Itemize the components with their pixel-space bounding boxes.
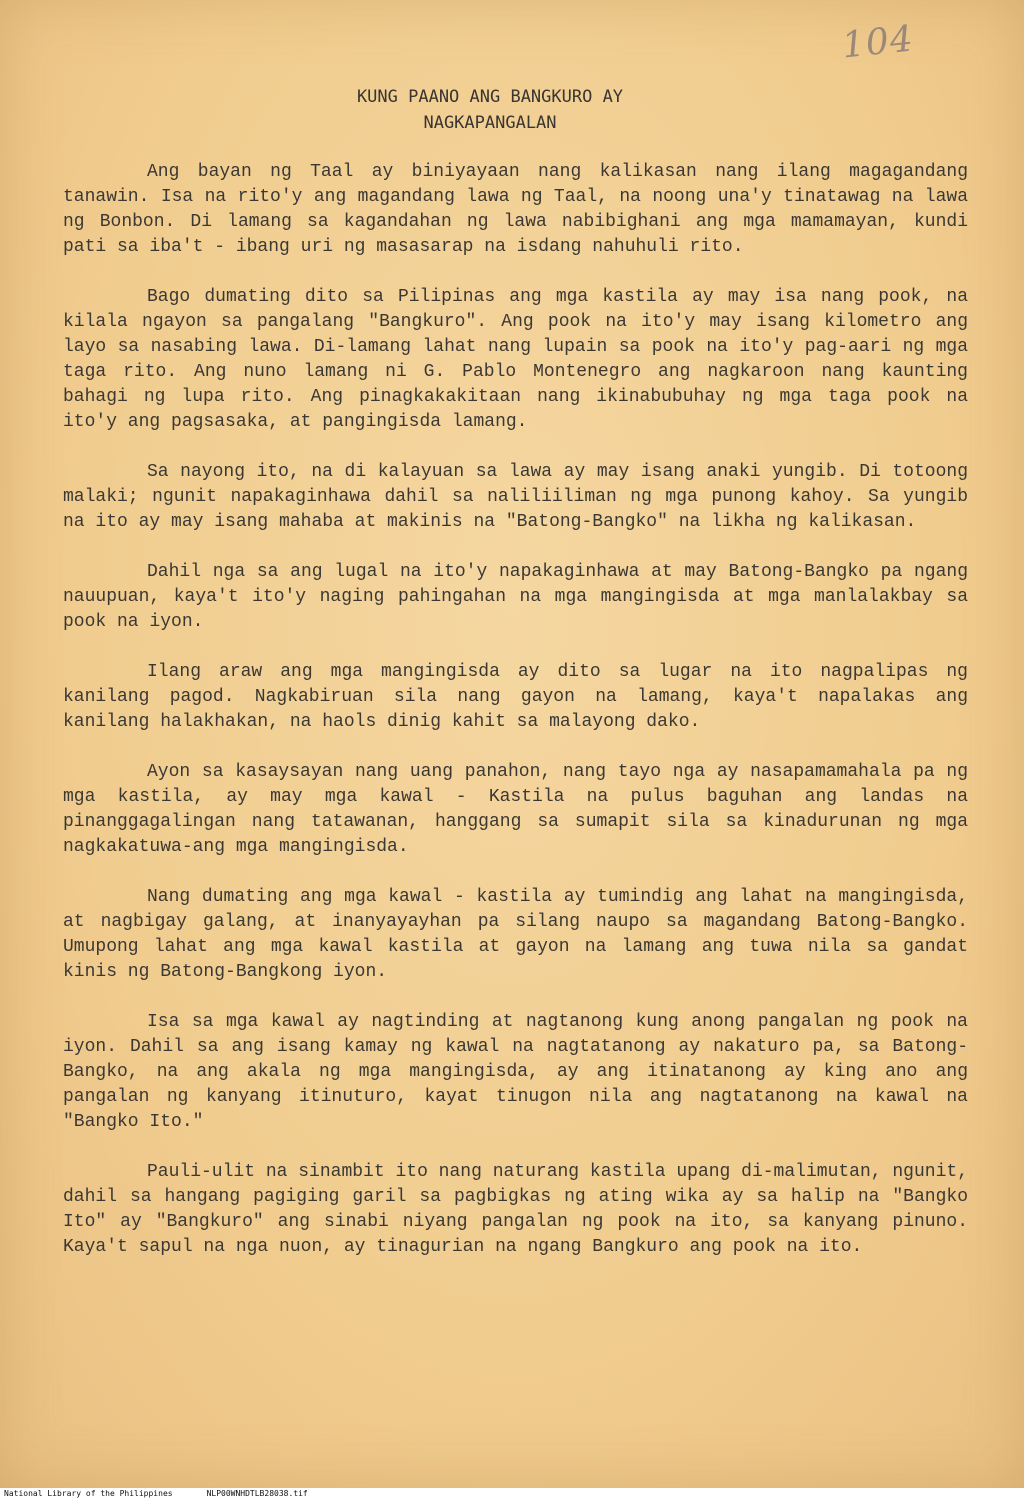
paragraph-6: Ayon sa kasaysayan nang uang panahon, nang tayo nga ay nasapamamahala pa ng mga kastila, ay may mga kawal - Kastila na pulus baguhan ang landas na pinanggagalingan nang tatawanan, hanggang sa sumapit sila sa kinadurunan ng mga nagkakatuwa-ang mga mangingisda. [63, 762, 968, 857]
handwritten-page-number: 104 [840, 18, 916, 67]
paragraph-2: Bago dumating dito sa Pilipinas ang mga kastila ay may isa nang pook, na kilala ngayon sa pangalang "Bangkuro". Ang pook na ito'y may isang kilometro ang layo sa nasabing lawa. Di-lamang lahat nang lupain sa pook na ito'y pag-aari ng mga taga rito. Ang nuno lamang ni G. Pablo Montenegro ang nagkaroon nang kaunting bahagi ng lupa rito. Ang pinagkakakitaan nang ikinabubuhay ng mga taga pook na ito'y ang pagsasaka, at pangingisda lamang. [63, 287, 968, 432]
paragraph-8: Isa sa mga kawal ay nagtinding at nagtanong kung anong pangalan ng pook na iyon. Dahil sa ang isang kamay ng kawal na nagtatanong ay nakaturo pa, sa Batong-Bangko, na ang akala ng mga mangingisda, ay ang itinatanong ay king ano ang pangalan ng kanyang itinuturo, kayat tinugon nila ang nagtatanong na kawal na "Bangko Ito." [63, 1012, 968, 1132]
document-body [63, 160, 968, 1285]
paragraph-3: Sa nayong ito, na di kalayuan sa lawa ay may isang anaki yungib. Di totoong malaki; ngunit napakaginhawa dahil sa naliliiliman ng mga punong kahoy. Sa yungib na ito ay may isang mahaba at makinis na "Batong-Bangko" na likha ng kalikasan. [63, 462, 968, 532]
footer-file-name: NLP00WNHDTLB28038.tif [206, 1489, 308, 1498]
paragraph-1: Ang bayan ng Taal ay biniyayaan nang kalikasan nang ilang magagandang tanawin. Isa na rito'y ang magandang lawa ng Taal, na noong una'y tinatawag na lawa ng Bonbon. Di lamang sa kagandahan ng lawa nabibighani ang mga mamamayan, kundi pati sa iba't - ibang uri ng masasarap na isdang nahuhuli rito. [63, 162, 968, 257]
document-title [0, 84, 980, 136]
footer-library-name: National Library of the Philippines [4, 1489, 173, 1498]
paragraph-4: Dahil nga sa ang lugal na ito'y napakaginhawa at may Batong-Bangko pa ngang nauupuan, kaya't ito'y naging pahingahan na mga mangingisda at mga manlalakbay sa pook na iyon. [63, 562, 968, 632]
paragraph-7: Nang dumating ang mga kawal - kastila ay tumindig ang lahat na mangingisda, at nagbigay galang, at inanyayayhan pa silang naupo sa magandang Batong-Bangko. Umupong lahat ang mga kawal kastila at gayon na lamang ang tuwa nila sa gandat kinis ng Batong-Bangkong iyon. [63, 887, 968, 982]
scan-footer [0, 1488, 1024, 1500]
paragraph-9: Pauli-ulit na sinambit ito nang naturang kastila upang di-malimutan, ngunit, dahil sa hangang pagiging garil sa pagbigkas ng ating wika ay sa halip na "Bangko Ito" ay "Bangkuro" ang sinabi niyang pangalan ng pook na ito, sa kanyang pinuno. Kaya't sapul na nga nuon, ay tinagurian na ngang Bangkuro ang pook na ito. [63, 1162, 968, 1257]
title-line-2: NAGKAPANGALAN [423, 113, 557, 133]
paragraph-5: Ilang araw ang mga mangingisda ay dito sa lugar na ito nagpalipas ng kanilang pagod. Nagkabiruan sila nang gayon na lamang, kaya't napalakas ang kanilang halakhakan, na haols dinig kahit sa malayong dako. [63, 662, 968, 732]
title-line-1: KUNG PAANO ANG BANGKURO AY [356, 87, 624, 107]
